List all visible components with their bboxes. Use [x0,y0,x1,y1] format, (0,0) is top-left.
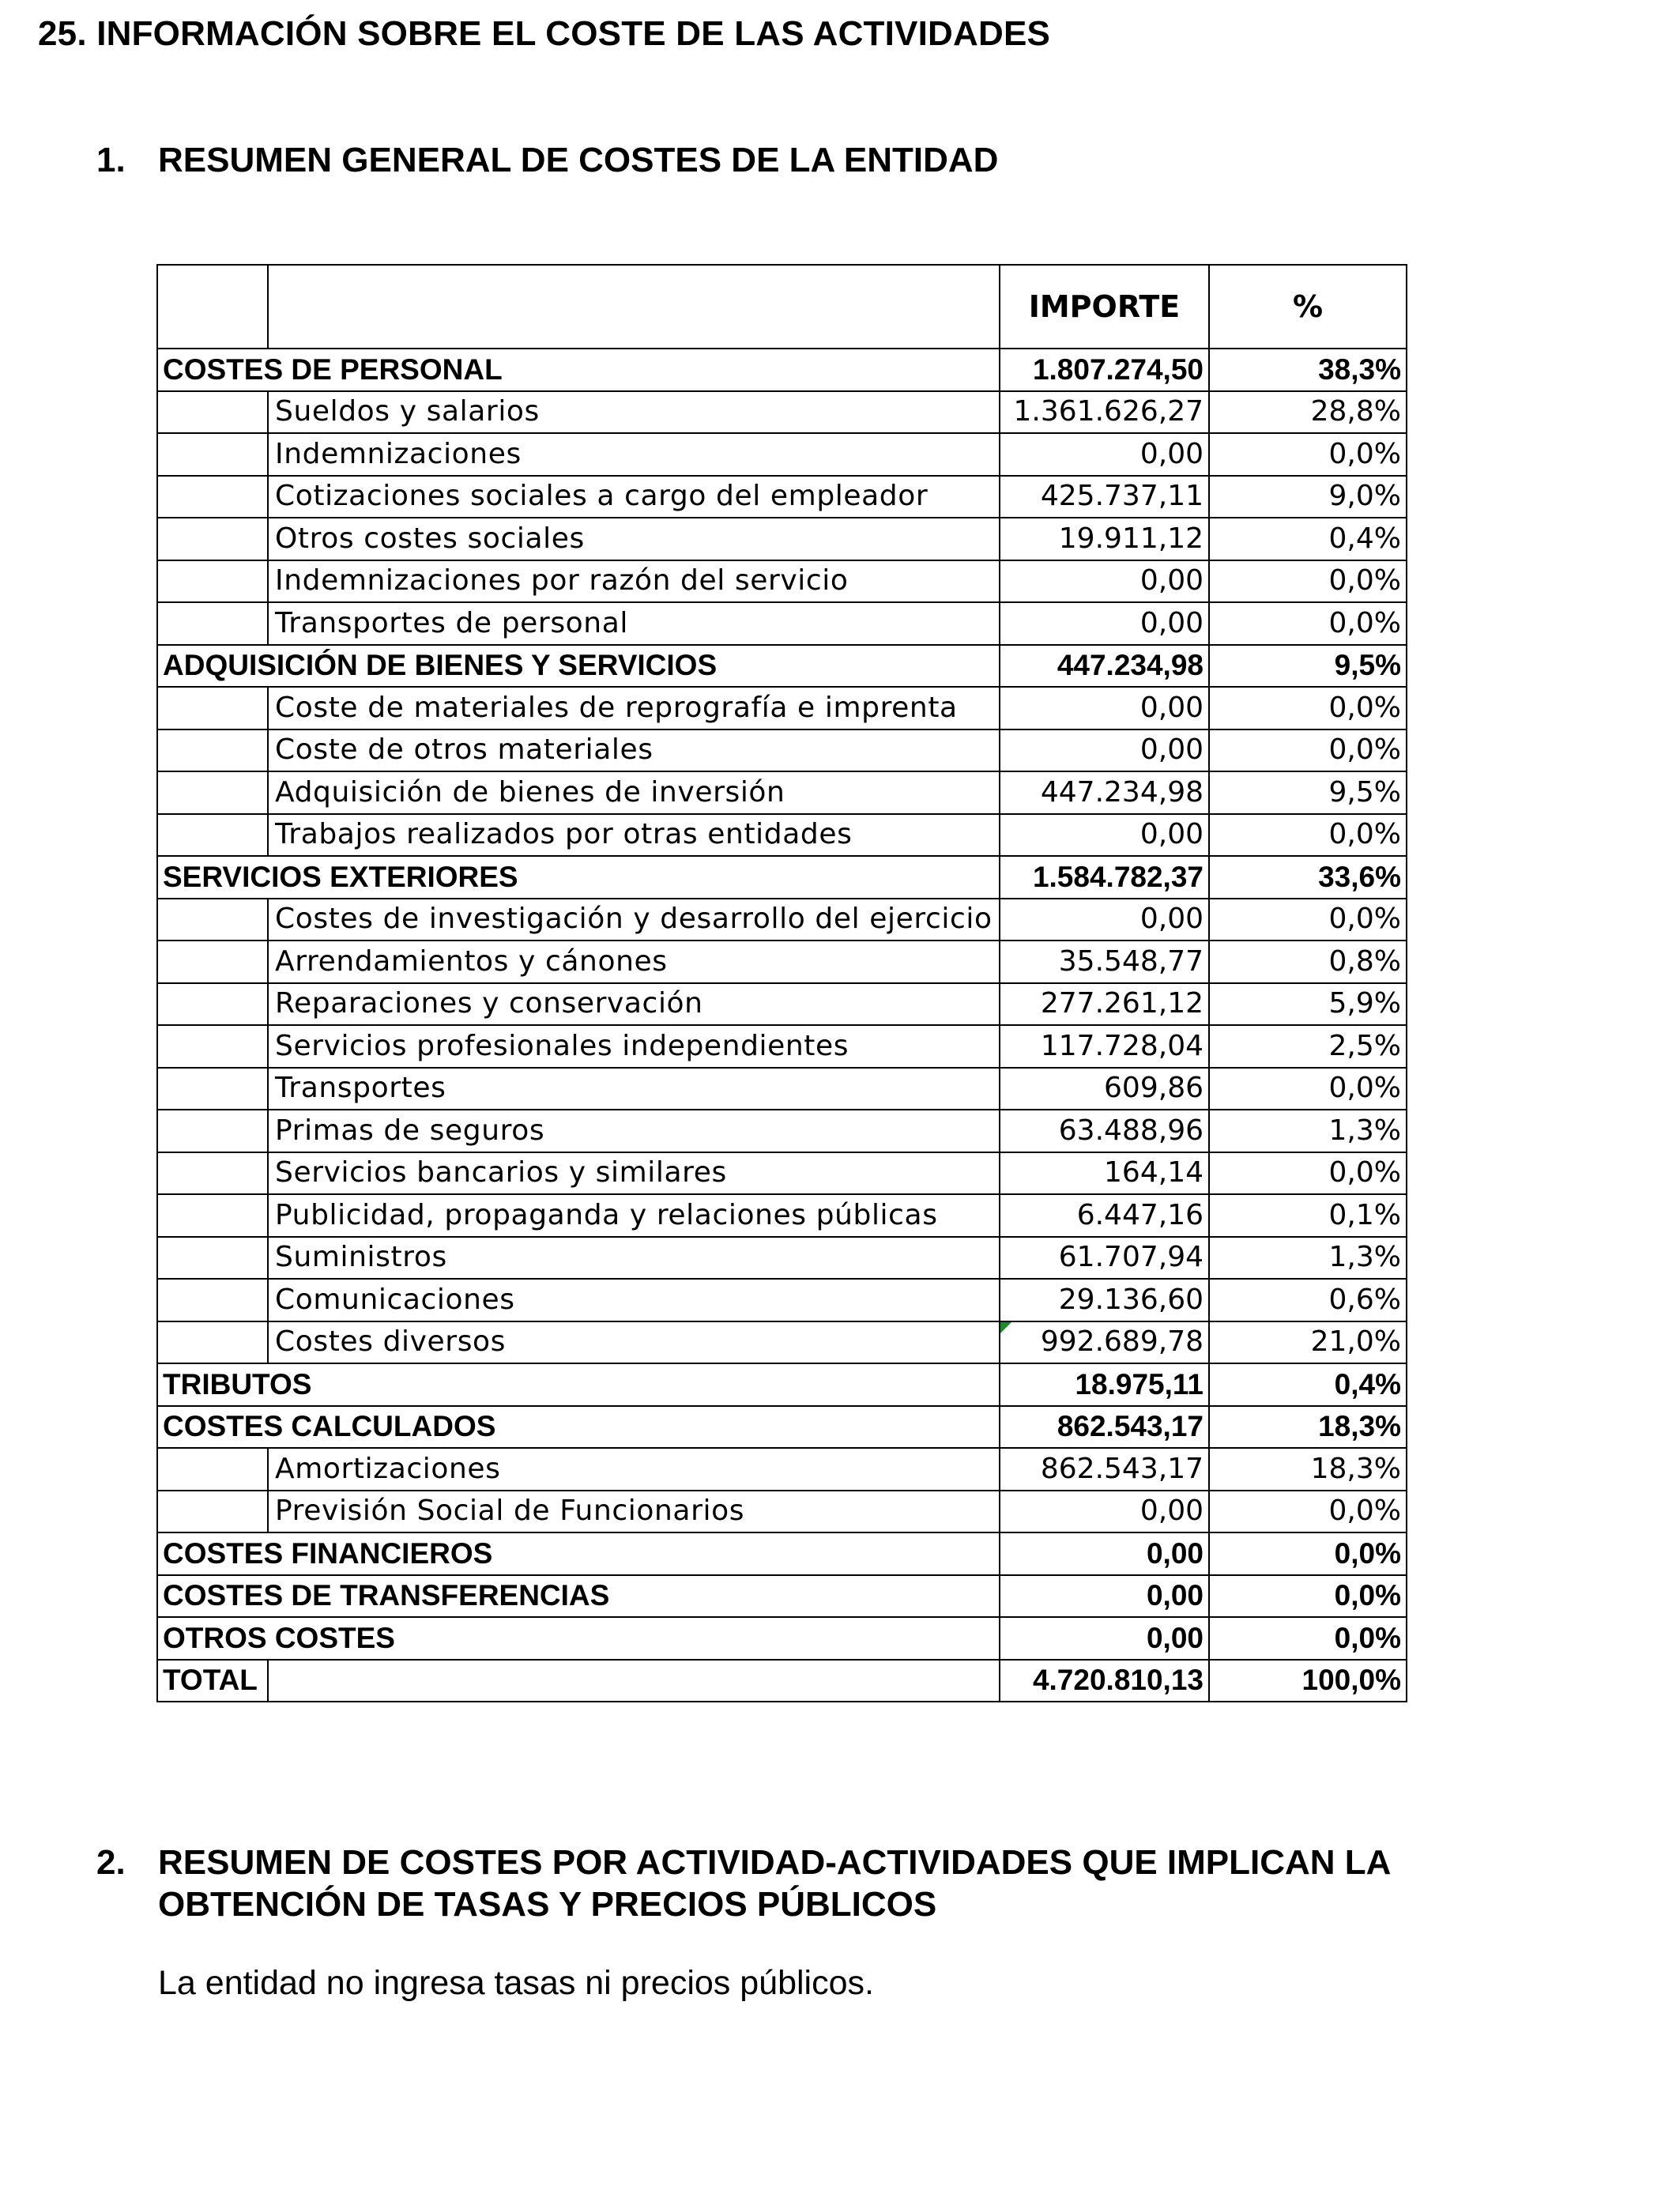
row-label: SERVICIOS EXTERIORES [157,856,1000,899]
header-empty-1 [157,265,268,349]
cell-comment-marker [1000,1322,1011,1333]
row-percent: 0,0% [1209,729,1407,772]
row-indent [157,1110,268,1152]
row-amount: 0,00 [1000,1617,1209,1660]
row-label: COSTES DE PERSONAL [157,349,1000,391]
table-row [157,1110,1407,1152]
row-percent: 0,0% [1209,1532,1407,1575]
row-percent: 0,1% [1209,1194,1407,1237]
row-amount: 0,00 [1000,899,1209,941]
row-amount: 0,00 [1000,687,1209,729]
table-row-category [157,1532,1407,1575]
row-indent [157,433,268,476]
row-amount-cell [1000,1321,1209,1364]
row-percent: 0,0% [1209,899,1407,941]
row-amount: 1.584.782,37 [1000,856,1209,899]
row-label: Indemnizaciones por razón del servicio [268,560,1000,603]
row-percent: 0,0% [1209,687,1407,729]
row-amount: 447.234,98 [1000,771,1209,814]
row-indent [157,983,268,1026]
row-percent: 9,5% [1209,771,1407,814]
row-percent: 2,5% [1209,1025,1407,1068]
table-row [157,391,1407,434]
row-amount: 18.975,11 [1000,1363,1209,1406]
row-percent: 0,0% [1209,814,1407,857]
row-indent [157,1448,268,1491]
section-2-title-line-1: RESUMEN DE COSTES POR ACTIVIDAD-ACTIVIDADES QUE IMPLICAN LA [158,1843,1392,1882]
table-row [157,518,1407,560]
row-indent [157,941,268,983]
row-percent: 9,0% [1209,476,1407,518]
table-row [157,729,1407,772]
row-label: Transportes [268,1068,1000,1110]
row-amount: 862.543,17 [1000,1406,1209,1449]
row-label: Indemnizaciones [268,433,1000,476]
row-indent [157,1279,268,1321]
section-2-paragraph: La entidad no ingresa tasas ni precios públicos. [158,1964,874,2002]
costs-summary-table [156,264,1407,1702]
table-row-category [157,1575,1407,1618]
row-label: Amortizaciones [268,1448,1000,1491]
row-percent: 18,3% [1209,1406,1407,1449]
table-row-category [157,645,1407,688]
row-label: Transportes de personal [268,602,1000,645]
table-row [157,1448,1407,1491]
row-indent [157,1152,268,1195]
row-percent: 0,0% [1209,1152,1407,1195]
section-2-heading [96,1842,1519,1925]
row-label: Cotizaciones sociales a cargo del empleador [268,476,1000,518]
row-percent: 0,0% [1209,1617,1407,1660]
table-row [157,983,1407,1026]
table-row [157,1491,1407,1533]
row-label: OTROS COSTES [157,1617,1000,1660]
table-row [157,1025,1407,1068]
header-percent: % [1209,265,1407,349]
row-label: Publicidad, propaganda y relaciones públicas [268,1194,1000,1237]
row-label: Servicios bancarios y similares [268,1152,1000,1195]
row-percent: 1,3% [1209,1237,1407,1280]
row-percent: 38,3% [1209,349,1407,391]
row-label: Reparaciones y conservación [268,983,1000,1026]
table-row [157,560,1407,603]
row-percent: 0,0% [1209,602,1407,645]
table-row [157,687,1407,729]
section-1-number: 1. [96,141,126,179]
row-percent: 0,0% [1209,560,1407,603]
table-header-row [157,265,1407,349]
row-amount: 0,00 [1000,1491,1209,1533]
row-percent: 5,9% [1209,983,1407,1026]
row-amount: 0,00 [1000,1575,1209,1618]
table-row [157,941,1407,983]
row-amount: 164,14 [1000,1152,1209,1195]
table-row [157,1152,1407,1195]
table-row [157,771,1407,814]
row-indent [157,1321,268,1364]
row-indent [157,1068,268,1110]
row-percent: 0,8% [1209,941,1407,983]
row-label: COSTES CALCULADOS [157,1406,1000,1449]
row-amount: 277.261,12 [1000,983,1209,1026]
row-indent [157,518,268,560]
row-percent: 18,3% [1209,1448,1407,1491]
row-percent: 0,0% [1209,1068,1407,1110]
row-indent [157,729,268,772]
row-label: Costes diversos [268,1321,1000,1364]
page-heading: 25. INFORMACIÓN SOBRE EL COSTE DE LAS ACTIVIDADES [38,14,1051,53]
row-label: Previsión Social de Funcionarios [268,1491,1000,1533]
row-amount: 0,00 [1000,560,1209,603]
row-label: COSTES DE TRANSFERENCIAS [157,1575,1000,1618]
table-row-category [157,1617,1407,1660]
row-percent: 0,0% [1209,1575,1407,1618]
row-label: Arrendamientos y cánones [268,941,1000,983]
row-amount: 19.911,12 [1000,518,1209,560]
row-amount: 425.737,11 [1000,476,1209,518]
row-percent: 21,0% [1209,1321,1407,1364]
row-amount: 0,00 [1000,814,1209,857]
row-percent: 0,0% [1209,1491,1407,1533]
row-indent [157,1025,268,1068]
row-label: Adquisición de bienes de inversión [268,771,1000,814]
section-2-number: 2. [96,1843,126,1882]
row-label: Otros costes sociales [268,518,1000,560]
row-indent [157,1194,268,1237]
table-row-category [157,1363,1407,1406]
total-amount: 4.720.810,13 [1000,1660,1209,1702]
row-amount: 992.689,78 [1040,1325,1203,1359]
row-indent [157,814,268,857]
table-row [157,476,1407,518]
table-row [157,1321,1407,1364]
row-indent [157,771,268,814]
table-row [157,1237,1407,1280]
row-indent [157,1491,268,1533]
row-percent: 33,6% [1209,856,1407,899]
row-label: Trabajos realizados por otras entidades [268,814,1000,857]
table-row [157,1279,1407,1321]
total-label: TOTAL [157,1660,268,1702]
row-amount: 447.234,98 [1000,645,1209,688]
row-percent: 0,0% [1209,433,1407,476]
row-percent: 9,5% [1209,645,1407,688]
row-amount: 63.488,96 [1000,1110,1209,1152]
row-amount: 0,00 [1000,1532,1209,1575]
row-label: ADQUISICIÓN DE BIENES Y SERVICIOS [157,645,1000,688]
row-label: Comunicaciones [268,1279,1000,1321]
row-amount: 35.548,77 [1000,941,1209,983]
table-row [157,433,1407,476]
table-row-category [157,349,1407,391]
row-label: Suministros [268,1237,1000,1280]
row-indent [157,687,268,729]
row-amount: 0,00 [1000,729,1209,772]
row-amount: 61.707,94 [1000,1237,1209,1280]
header-amount: IMPORTE [1000,265,1209,349]
table-row [157,899,1407,941]
table-row [157,814,1407,857]
table-row-category [157,856,1407,899]
row-label: Primas de seguros [268,1110,1000,1152]
row-indent [157,476,268,518]
row-label: Sueldos y salarios [268,391,1000,434]
row-percent: 28,8% [1209,391,1407,434]
total-empty [268,1660,1000,1702]
row-label: Coste de otros materiales [268,729,1000,772]
row-label: TRIBUTOS [157,1363,1000,1406]
table-row [157,1068,1407,1110]
row-amount: 609,86 [1000,1068,1209,1110]
header-empty-2 [268,265,1000,349]
total-percent: 100,0% [1209,1660,1407,1702]
table-row-category [157,1406,1407,1449]
row-indent [157,391,268,434]
section-1-title: RESUMEN GENERAL DE COSTES DE LA ENTIDAD [158,141,999,179]
table-row [157,1194,1407,1237]
row-amount: 862.543,17 [1000,1448,1209,1491]
row-label: Coste de materiales de reprografía e imprenta [268,687,1000,729]
row-percent: 0,6% [1209,1279,1407,1321]
row-label: Servicios profesionales independientes [268,1025,1000,1068]
row-label: Costes de investigación y desarrollo del ejercicio [268,899,1000,941]
row-amount: 1.361.626,27 [1000,391,1209,434]
row-amount: 29.136,60 [1000,1279,1209,1321]
row-indent [157,602,268,645]
section-1-heading [96,139,998,181]
row-percent: 0,4% [1209,518,1407,560]
row-amount: 0,00 [1000,433,1209,476]
row-amount: 6.447,16 [1000,1194,1209,1237]
row-amount: 1.807.274,50 [1000,349,1209,391]
section-2-title-line-2: OBTENCIÓN DE TASAS Y PRECIOS PÚBLICOS [158,1885,937,1924]
row-amount: 117.728,04 [1000,1025,1209,1068]
row-indent [157,1237,268,1280]
table-row [157,602,1407,645]
table-row-total [157,1660,1407,1702]
row-label: COSTES FINANCIEROS [157,1532,1000,1575]
row-percent: 0,4% [1209,1363,1407,1406]
row-percent: 1,3% [1209,1110,1407,1152]
row-amount: 0,00 [1000,602,1209,645]
row-indent [157,899,268,941]
row-indent [157,560,268,603]
